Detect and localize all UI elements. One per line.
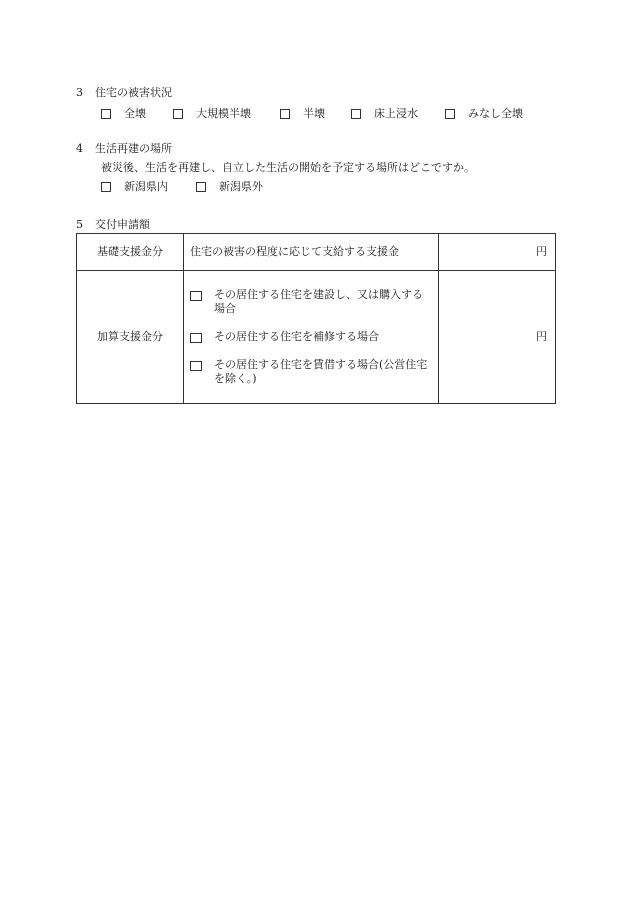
option-label: その居住する住宅を補修する場合 (214, 330, 379, 343)
table-row-additional (77, 271, 556, 404)
checkbox[interactable] (173, 109, 183, 119)
option-total-collapse[interactable] (101, 107, 173, 121)
option-label: その居住する住宅を建設し、又は購入する場合 (214, 288, 423, 315)
section-number: 5 (76, 218, 83, 231)
option-inside-niigata[interactable] (101, 180, 196, 194)
option-above-floor-flooding[interactable] (351, 107, 445, 121)
option-label: 半壊 (303, 107, 325, 120)
option-half-collapse[interactable] (280, 107, 351, 121)
yen-unit: 円 (536, 330, 547, 343)
option-build-or-purchase[interactable] (190, 288, 432, 316)
option-label: みなし全壊 (468, 107, 523, 120)
option-repair[interactable] (190, 330, 432, 344)
checkbox[interactable] (190, 333, 202, 343)
checkbox[interactable] (280, 109, 290, 119)
option-label: 新潟県内 (124, 180, 168, 193)
section-heading (76, 86, 523, 100)
section-application-amount (76, 218, 150, 232)
option-label: 新潟県外 (219, 180, 263, 193)
row-label: 基礎支援金分 (77, 234, 184, 271)
checkbox[interactable] (190, 291, 202, 301)
option-large-scale-half-collapse[interactable] (173, 107, 280, 121)
section-heading (76, 142, 475, 156)
checkbox[interactable] (445, 109, 455, 119)
option-rent[interactable] (190, 358, 432, 386)
section-title: 生活再建の場所 (95, 142, 172, 155)
row-label: 加算支援金分 (77, 271, 184, 404)
option-outside-niigata[interactable] (196, 180, 263, 194)
section-number: 3 (76, 86, 83, 99)
additional-options (184, 271, 439, 404)
section-housing-damage (76, 86, 523, 121)
section-heading (76, 218, 150, 232)
location-options (101, 180, 475, 194)
checkbox[interactable] (351, 109, 361, 119)
option-label: 床上浸水 (374, 107, 418, 120)
option-label: その居住する住宅を賃借する場合(公営住宅を除く。) (214, 358, 428, 385)
checkbox[interactable] (196, 182, 206, 192)
option-label: 大規模半壊 (196, 107, 251, 120)
row-description: 住宅の被害の程度に応じて支給する支援金 (184, 234, 439, 271)
option-label: 全壊 (124, 107, 146, 120)
checkbox[interactable] (190, 361, 202, 371)
amount-field[interactable] (439, 271, 556, 404)
checkbox[interactable] (101, 182, 111, 192)
section-rebuild-location (76, 142, 475, 194)
amount-field[interactable] (439, 234, 556, 271)
checkbox[interactable] (101, 109, 111, 119)
location-question: 被災後、生活を再建し、自立した生活の開始を予定する場所はどこですか。 (101, 161, 475, 174)
section-title: 交付申請額 (95, 218, 150, 231)
table-row-basic (77, 234, 556, 271)
yen-unit: 円 (536, 245, 547, 258)
option-deemed-total-collapse[interactable] (445, 107, 523, 121)
damage-options (101, 107, 523, 121)
section-number: 4 (76, 142, 83, 155)
grant-amount-table (76, 233, 556, 404)
section-title: 住宅の被害状況 (95, 86, 172, 99)
